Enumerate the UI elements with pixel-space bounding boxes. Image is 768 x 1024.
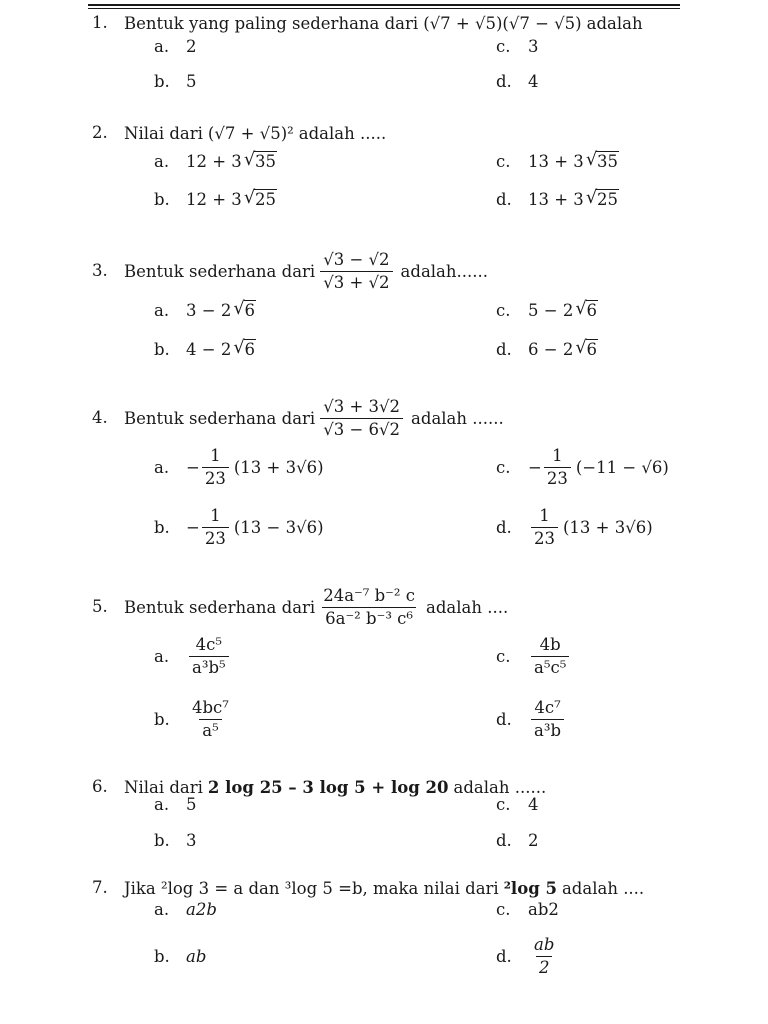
text-segment: Jika ²log 3 = a dan ³log 5 =b, maka nilai dari: [124, 878, 499, 898]
fraction-numerator: ab: [534, 935, 555, 955]
option-letter: b.: [154, 709, 170, 729]
option-letter: b.: [154, 71, 170, 91]
option-d: [496, 506, 653, 548]
fraction: [544, 447, 571, 487]
fraction: [189, 699, 232, 739]
option-d: [496, 182, 620, 216]
option-letter: a.: [154, 151, 170, 171]
option-answer: [186, 795, 197, 814]
text-segment: ab: [186, 946, 207, 966]
option-answer: [186, 507, 324, 547]
fraction-numerator: 4b: [539, 635, 561, 655]
text-segment: 3: [186, 830, 197, 850]
fraction: [531, 936, 557, 976]
option-d: [496, 332, 599, 366]
square-root: [244, 190, 277, 209]
text-segment: (−11 − √6): [575, 457, 669, 477]
text-segment: 5 − 2: [528, 300, 574, 320]
text-segment: 2: [186, 36, 197, 56]
fraction: [202, 507, 229, 547]
option-answer: [186, 447, 324, 487]
text-segment: adalah ......: [453, 777, 547, 797]
option-answer: [528, 936, 560, 976]
option-c: [496, 29, 539, 63]
option-b: [154, 506, 324, 548]
fraction-numerator: 1: [210, 446, 221, 466]
text-segment: 5: [186, 71, 197, 91]
text-segment: Nilai dari: [124, 123, 203, 143]
option-answer: [186, 72, 197, 91]
text-segment: −: [186, 457, 200, 477]
fraction: [202, 447, 229, 487]
option-letter: b.: [154, 830, 170, 850]
fraction-numerator: 1: [539, 506, 550, 526]
question-4: [0, 397, 768, 439]
fraction: [320, 398, 403, 438]
option-b: [154, 182, 278, 216]
fraction-denominator: a³b⁵: [189, 656, 229, 676]
text-segment: Bentuk sederhana dari: [124, 261, 316, 281]
option-b: [154, 64, 197, 98]
question-number: 4.: [92, 408, 108, 427]
radicand: 35: [255, 151, 277, 171]
text-segment: ²log 5: [503, 878, 557, 898]
option-c: [496, 446, 669, 488]
option-letter: b.: [154, 946, 170, 966]
fraction-numerator: 4c⁵: [195, 635, 222, 655]
option-answer: [528, 636, 572, 676]
option-c: [496, 293, 599, 327]
radicand: 6: [586, 300, 598, 320]
option-letter: d.: [496, 339, 512, 359]
fraction-denominator: a³b: [531, 719, 564, 739]
option-letter: d.: [496, 946, 512, 966]
square-root: [586, 152, 619, 171]
question-text: [124, 8, 643, 38]
option-answer: [186, 831, 197, 850]
option-answer: [528, 831, 539, 850]
text-segment: 5: [186, 794, 197, 814]
option-letter: c.: [496, 794, 511, 814]
square-root: [244, 152, 277, 171]
option-letter: c.: [496, 457, 511, 477]
question-text: [124, 250, 488, 292]
text-segment: Bentuk sederhana dari: [124, 597, 316, 617]
question-7: [0, 873, 768, 903]
option-c: [496, 787, 539, 821]
question-2: [0, 118, 768, 148]
option-answer: [186, 37, 197, 56]
option-answer: [528, 301, 599, 320]
option-answer: [528, 900, 559, 919]
radicand: 6: [244, 300, 256, 320]
text-segment: 2: [528, 830, 539, 850]
option-b: [154, 332, 257, 366]
question-number: 2.: [92, 123, 108, 142]
option-b: [154, 698, 235, 740]
fraction: [320, 587, 418, 627]
option-letter: c.: [496, 36, 511, 56]
option-a: [154, 787, 197, 821]
text-segment: a2b: [186, 899, 217, 919]
option-letter: a.: [154, 457, 170, 477]
text-segment: (13 + 3√6): [233, 457, 324, 477]
option-answer: [528, 37, 539, 56]
fraction-numerator: 1: [552, 446, 563, 466]
text-segment: adalah: [586, 13, 643, 33]
text-segment: adalah .....: [298, 123, 387, 143]
option-answer: [528, 447, 669, 487]
option-letter: c.: [496, 646, 511, 666]
text-segment: 4 − 2: [186, 339, 232, 359]
fraction-denominator: 23: [544, 467, 571, 487]
fraction-denominator: 6a⁻² b⁻³ c⁶: [322, 607, 416, 627]
text-segment: 12 + 3: [186, 151, 242, 171]
text-segment: adalah......: [400, 261, 488, 281]
text-segment: adalah ......: [411, 408, 504, 428]
text-segment: 4: [528, 794, 539, 814]
option-answer: [528, 152, 620, 171]
option-answer: [528, 507, 653, 547]
option-a: [154, 29, 197, 63]
fraction-denominator: 23: [202, 527, 229, 547]
option-letter: c.: [496, 151, 511, 171]
text-segment: 3 − 2: [186, 300, 232, 320]
option-answer: [186, 340, 257, 359]
fraction-denominator: √3 + √2: [320, 271, 392, 291]
option-b: [154, 823, 197, 857]
option-letter: a.: [154, 36, 170, 56]
option-a: [154, 293, 257, 327]
fraction-numerator: 24a⁻⁷ b⁻² c: [323, 586, 415, 606]
fraction-denominator: √3 − 6√2: [320, 418, 403, 438]
option-answer: [186, 947, 206, 966]
text-segment: adalah ....: [561, 878, 645, 898]
text-segment: 12 + 3: [186, 189, 242, 209]
option-letter: a.: [154, 794, 170, 814]
option-a: [154, 635, 232, 677]
square-root: [575, 301, 598, 320]
fraction-denominator: a⁵c⁵: [531, 656, 569, 676]
option-letter: a.: [154, 646, 170, 666]
option-answer: [528, 340, 599, 359]
fraction: [189, 636, 229, 676]
fraction-denominator: 23: [531, 527, 558, 547]
text-segment: 13 + 3: [528, 151, 584, 171]
option-letter: c.: [496, 899, 511, 919]
radicand: 25: [255, 189, 277, 209]
text-segment: −: [186, 517, 200, 537]
question-number: 6.: [92, 777, 108, 796]
question-5: [0, 586, 768, 628]
text-segment: (13 − 3√6): [233, 517, 324, 537]
text-segment: (13 + 3√6): [563, 517, 653, 537]
option-answer: [528, 795, 539, 814]
option-c: [496, 892, 559, 926]
fraction: [531, 699, 564, 739]
option-letter: d.: [496, 830, 512, 850]
radicand: 6: [244, 339, 256, 359]
option-answer: [186, 636, 232, 676]
option-answer: [186, 301, 257, 320]
fraction-denominator: a⁵: [199, 719, 221, 739]
text-segment: Bentuk sederhana dari: [124, 408, 316, 428]
option-letter: b.: [154, 189, 170, 209]
fraction: [320, 251, 392, 291]
question-6: [0, 772, 768, 802]
option-letter: d.: [496, 517, 512, 537]
question-3: [0, 250, 768, 292]
radicand: 35: [597, 151, 619, 171]
option-answer: [186, 190, 278, 209]
fraction: [531, 507, 558, 547]
text-segment: adalah ....: [425, 597, 509, 617]
square-root: [586, 190, 619, 209]
option-b: [154, 939, 206, 973]
option-a: [154, 892, 217, 926]
option-letter: b.: [154, 517, 170, 537]
square-root: [233, 301, 256, 320]
question-number: 5.: [92, 597, 108, 616]
option-d: [496, 64, 539, 98]
text-segment: ab2: [528, 899, 559, 919]
option-c: [496, 144, 620, 178]
option-a: [154, 446, 324, 488]
square-root: [233, 340, 256, 359]
option-a: [154, 144, 278, 178]
option-answer: [528, 699, 567, 739]
top-rule: [88, 4, 680, 6]
text-segment: (√7 + √5)²: [207, 123, 294, 143]
text-segment: 13 + 3: [528, 189, 584, 209]
question-text: [124, 586, 509, 628]
option-letter: d.: [496, 189, 512, 209]
option-answer: [186, 699, 235, 739]
fraction-numerator: 4c⁷: [534, 698, 561, 718]
question-1: [0, 8, 768, 38]
option-d: [496, 823, 539, 857]
text-segment: Bentuk yang paling sederhana dari: [124, 13, 419, 33]
text-segment: 4: [528, 71, 539, 91]
option-c: [496, 635, 572, 677]
option-answer: [186, 900, 217, 919]
option-d: [496, 935, 560, 977]
option-answer: [528, 190, 620, 209]
fraction-numerator: 1: [210, 506, 221, 526]
text-segment: 2 log 25 – 3 log 5 + log 20: [207, 777, 449, 797]
option-d: [496, 698, 567, 740]
option-letter: d.: [496, 71, 512, 91]
fraction-denominator: 23: [202, 467, 229, 487]
fraction-denominator: 2: [536, 956, 553, 976]
question-number: 3.: [92, 261, 108, 280]
option-letter: c.: [496, 300, 511, 320]
text-segment: 3: [528, 36, 539, 56]
text-segment: −: [528, 457, 542, 477]
text-segment: (√7 + √5)(√7 − √5): [423, 13, 582, 33]
fraction: [531, 636, 569, 676]
option-letter: a.: [154, 899, 170, 919]
question-text: [124, 397, 504, 439]
radicand: 6: [586, 339, 598, 359]
square-root: [575, 340, 598, 359]
fraction-numerator: 4bc⁷: [192, 698, 229, 718]
option-letter: a.: [154, 300, 170, 320]
radicand: 25: [597, 189, 619, 209]
option-answer: [186, 152, 278, 171]
option-letter: b.: [154, 339, 170, 359]
fraction-numerator: √3 − √2: [323, 250, 390, 270]
question-number: 1.: [92, 13, 108, 32]
option-answer: [528, 72, 539, 91]
question-number: 7.: [92, 878, 108, 897]
text-segment: Nilai dari: [124, 777, 203, 797]
option-letter: d.: [496, 709, 512, 729]
text-segment: 6 − 2: [528, 339, 574, 359]
fraction-numerator: √3 + 3√2: [323, 397, 401, 417]
